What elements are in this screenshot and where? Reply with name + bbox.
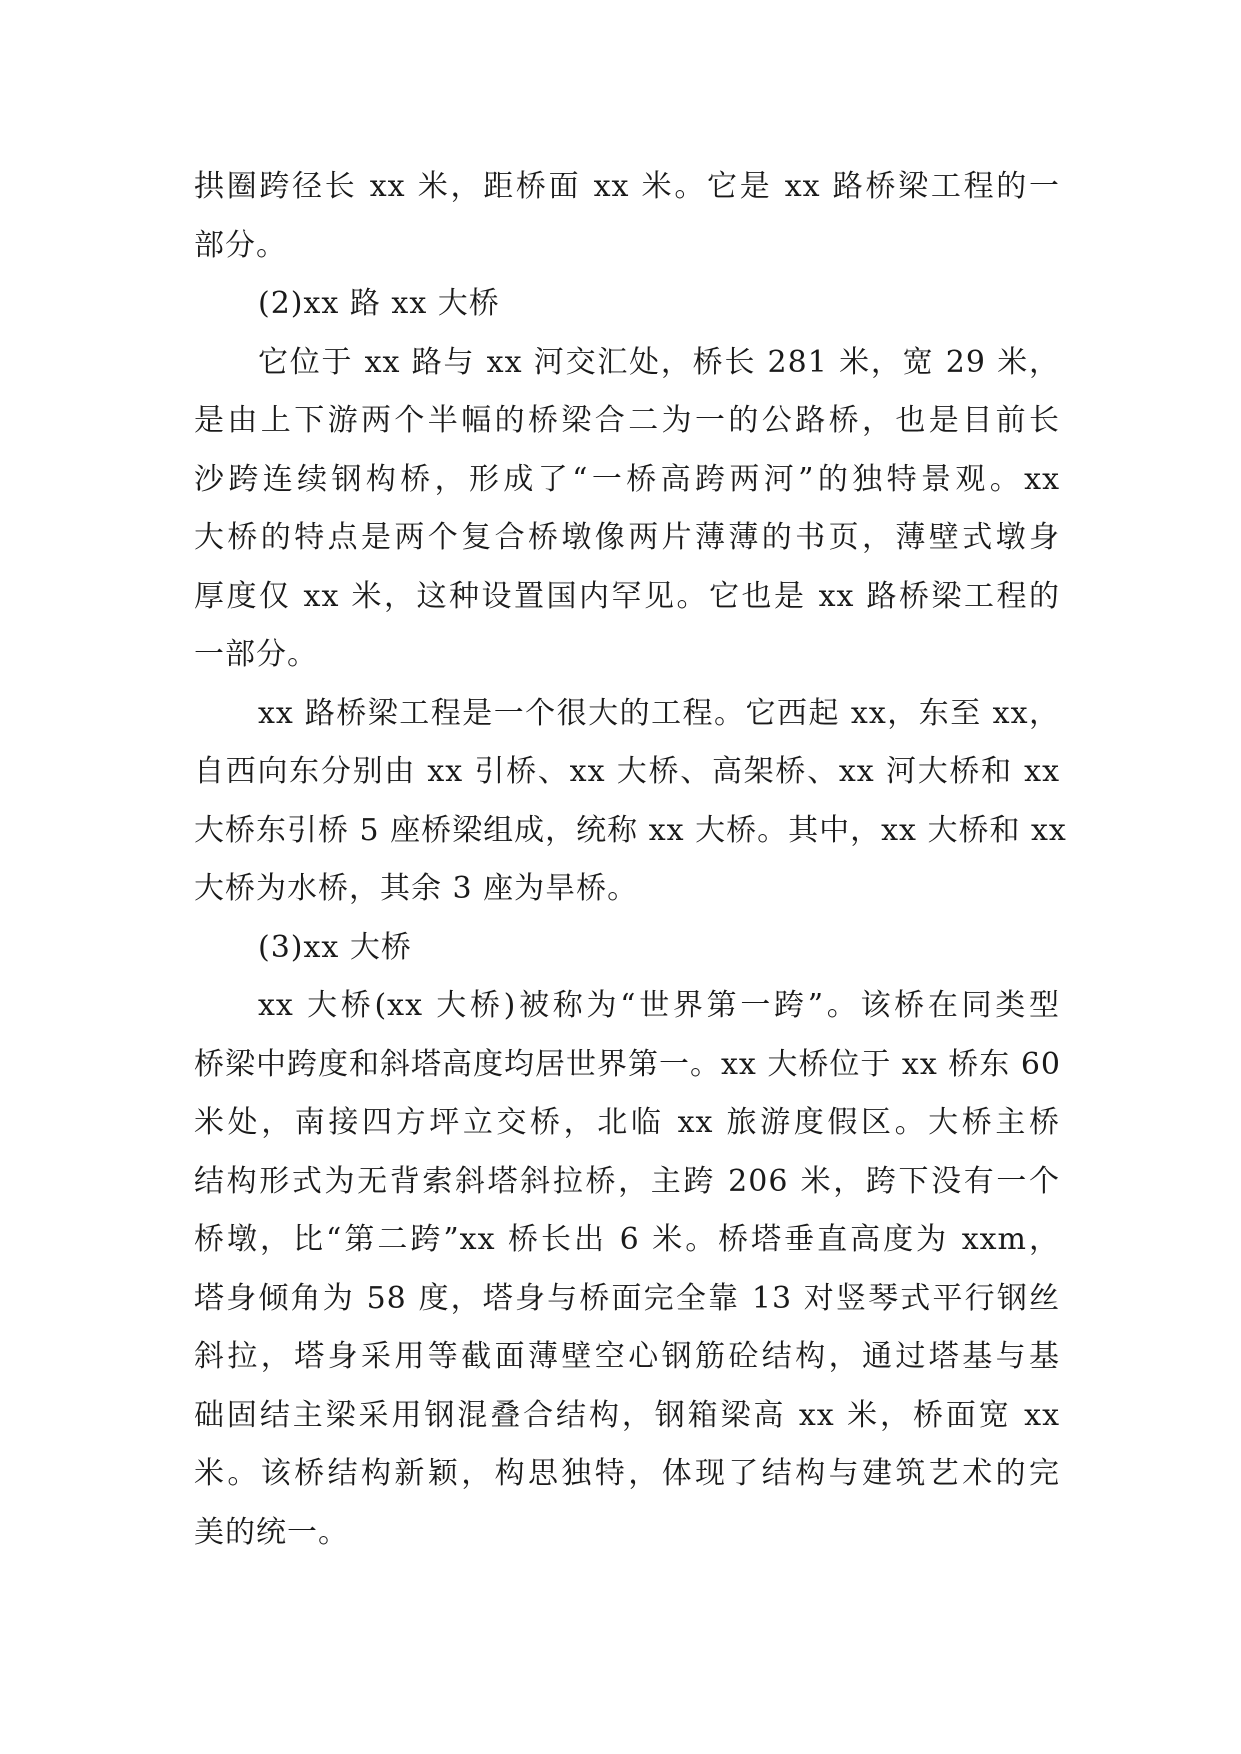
text-line: 它位于 xx 路与 xx 河交汇处，桥长 281 米，宽 29 米， [258, 344, 1060, 380]
text-line: 大桥东引桥 5 座桥梁组成，统称 xx 大桥。其中，xx 大桥和 xx [194, 812, 1067, 848]
text-line: 自西向东分别由 xx 引桥、xx 大桥、高架桥、xx 河大桥和 xx [194, 754, 1060, 789]
text-line: 桥墩，比“第二跨”xx 桥长出 6 米。桥塔垂直高度为 xxm， [194, 1222, 1060, 1257]
text-line: 一部分。 [194, 637, 318, 672]
text-line: 沙跨连续钢构桥，形成了“一桥高跨两河”的独特景观。xx [194, 461, 1060, 497]
text-line: 桥梁中跨度和斜塔高度均居世界第一。xx 大桥位于 xx 桥东 60 [194, 1046, 1061, 1082]
document-body [194, 158, 1067, 1562]
text-line: 美的统一。 [194, 1514, 349, 1550]
text-line: 拱圈跨径长 xx 米，距桥面 xx 米。它是 xx 路桥梁工程的一 [194, 169, 1060, 204]
text-line: 厚度仅 xx 米，这种设置国内罕见。它也是 xx 路桥梁工程的 [194, 578, 1060, 614]
text-line: 是由上下游两个半幅的桥梁合二为一的公路桥，也是目前长 [194, 403, 1060, 438]
text-line: 大桥的特点是两个复合桥墩像两片薄薄的书页，薄壁式墩身 [194, 520, 1060, 555]
text-line: (3)xx 大桥 [258, 929, 412, 965]
text-line: 结构形式为无背索斜塔斜拉桥，主跨 206 米，跨下没有一个 [194, 1163, 1060, 1199]
text-line: xx 路桥梁工程是一个很大的工程。它西起 xx，东至 xx， [258, 695, 1060, 731]
text-line: 部分。 [194, 227, 287, 263]
text-line: 塔身倾角为 58 度，塔身与桥面完全靠 13 对竖琴式平行钢丝 [194, 1280, 1060, 1316]
text-line: (2)xx 路 xx 大桥 [258, 286, 500, 321]
text-line: 础固结主梁采用钢混叠合结构，钢箱梁高 xx 米，桥面宽 xx [194, 1397, 1060, 1433]
text-line: 米。该桥结构新颖，构思独特，体现了结构与建筑艺术的完 [194, 1456, 1060, 1491]
text-line: 米处，南接四方坪立交桥，北临 xx 旅游度假区。大桥主桥 [194, 1105, 1060, 1140]
text-line: 大桥为水桥，其余 3 座为旱桥。 [194, 871, 639, 906]
text-line: 斜拉，塔身采用等截面薄壁空心钢筋砼结构，通过塔基与基 [194, 1339, 1060, 1374]
text-line: xx 大桥(xx 大桥)被称为“世界第一跨”。该桥在同类型 [258, 988, 1060, 1023]
